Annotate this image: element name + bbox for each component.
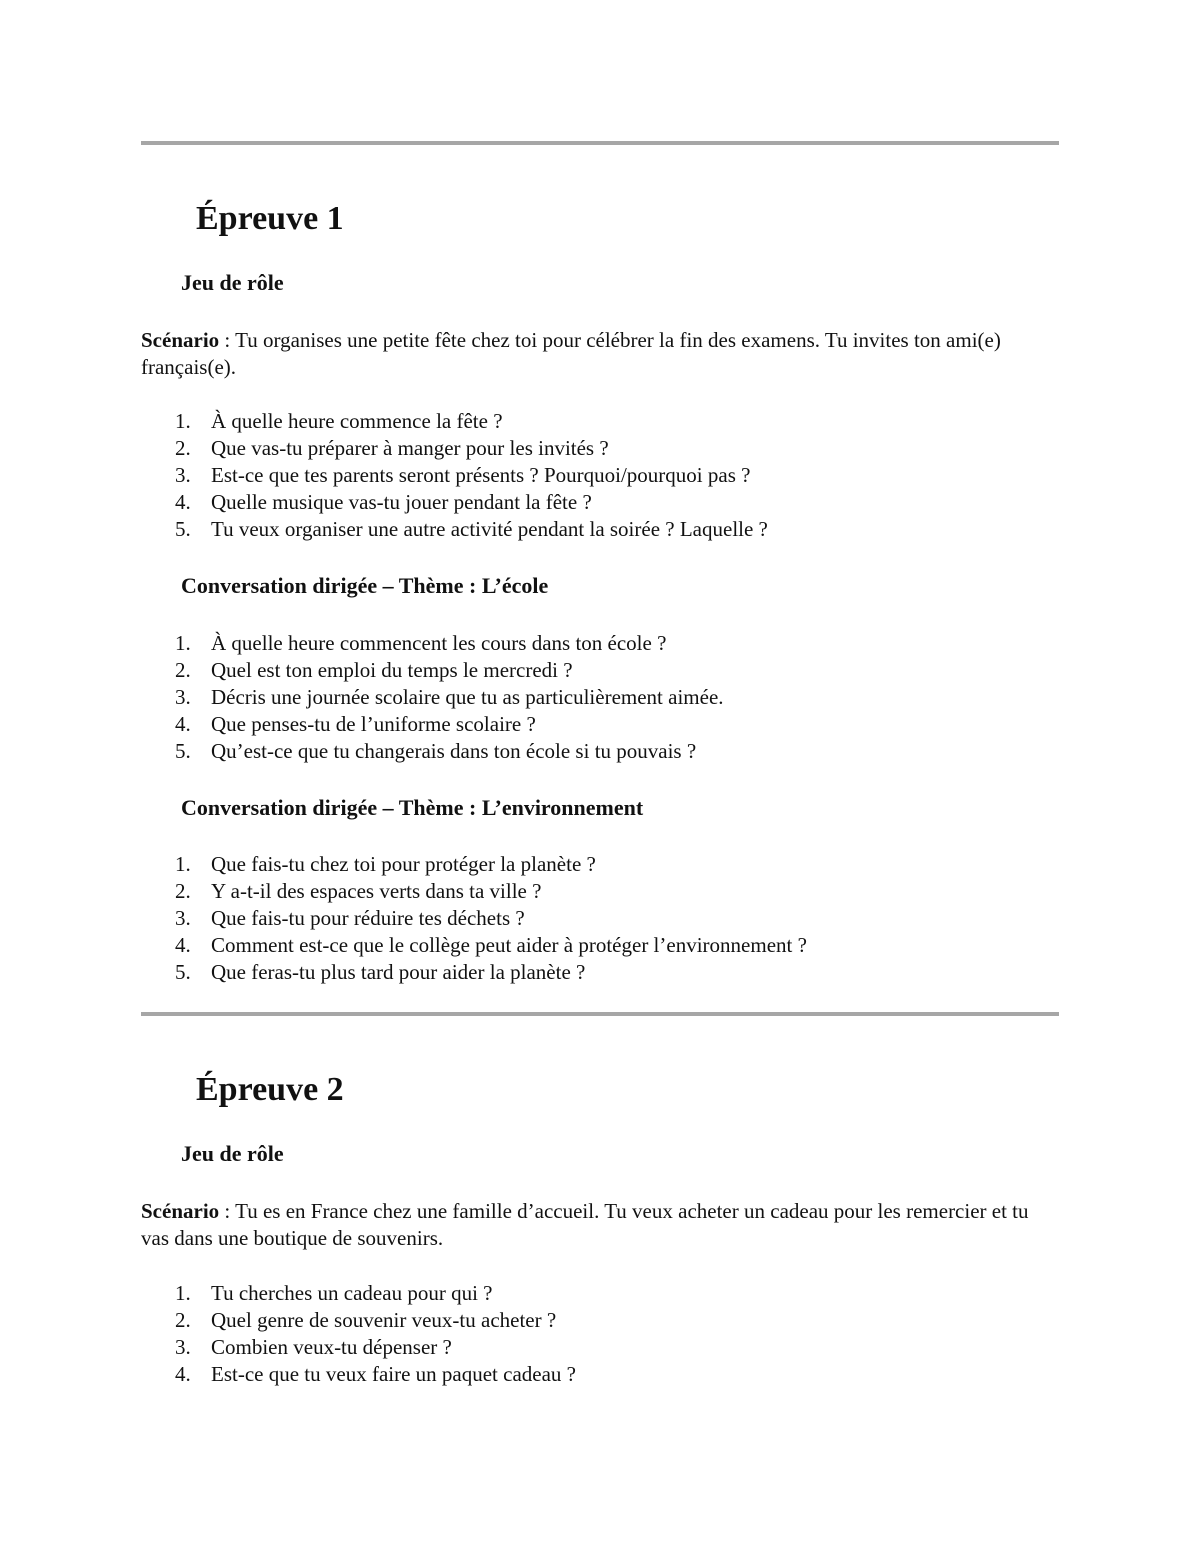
item-text: Que penses-tu de l’uniforme scolaire ?	[211, 712, 536, 736]
item-text: À quelle heure commencent les cours dans ton école ?	[211, 631, 667, 655]
item-number: 4.	[175, 1362, 191, 1386]
item-text: Qu’est-ce que tu changerais dans ton école si tu pouvais ?	[211, 739, 697, 763]
scenario-paragraph	[141, 1198, 1059, 1252]
list-item	[175, 1280, 576, 1307]
item-text: Quel est ton emploi du temps le mercredi ?	[211, 658, 573, 682]
scenario-paragraph	[141, 327, 1059, 381]
role-play-heading: Jeu de rôle	[181, 270, 284, 295]
list-item	[175, 462, 768, 489]
section-title: Épreuve 2	[196, 1071, 344, 1108]
list-item	[175, 657, 724, 684]
list-item	[175, 1334, 576, 1361]
item-number: 1.	[175, 631, 191, 655]
section-divider	[141, 141, 1059, 145]
list-item	[175, 738, 724, 765]
item-text: Est-ce que tu veux faire un paquet cadeau ?	[211, 1362, 576, 1386]
list-item	[175, 435, 768, 462]
item-text: Est-ce que tes parents seront présents ? Pourquoi/pourquoi pas ?	[211, 463, 751, 487]
section-title: Épreuve 1	[196, 200, 344, 237]
item-text: Que fais-tu chez toi pour protéger la planète ?	[211, 852, 596, 876]
list-item	[175, 878, 807, 905]
item-text: Tu cherches un cadeau pour qui ?	[211, 1281, 493, 1305]
section-divider	[141, 1012, 1059, 1016]
list-item	[175, 711, 724, 738]
list-item	[175, 684, 724, 711]
item-number: 4.	[175, 712, 191, 736]
item-number: 4.	[175, 933, 191, 957]
item-text: Décris une journée scolaire que tu as particulièrement aimée.	[211, 685, 724, 709]
list-item	[175, 1361, 576, 1388]
item-text: Que feras-tu plus tard pour aider la planète ?	[211, 960, 586, 984]
conversation-questions	[175, 630, 724, 765]
item-text: À quelle heure commence la fête ?	[211, 409, 503, 433]
list-item	[175, 408, 768, 435]
role-play-questions	[175, 408, 768, 543]
item-number: 5.	[175, 960, 191, 984]
list-item	[175, 932, 807, 959]
item-text: Quelle musique vas-tu jouer pendant la fête ?	[211, 490, 592, 514]
item-text: Que vas-tu préparer à manger pour les invités ?	[211, 436, 609, 460]
conversation-questions	[175, 851, 807, 986]
role-play-questions	[175, 1280, 576, 1388]
list-item	[175, 516, 768, 543]
item-number: 5.	[175, 517, 191, 541]
conversation-heading: Conversation dirigée – Thème : L’environnement	[181, 795, 644, 820]
list-item	[175, 489, 768, 516]
scenario-label: Scénario	[141, 328, 220, 352]
item-text: Tu veux organiser une autre activité pendant la soirée ? Laquelle ?	[211, 517, 768, 541]
item-number: 2.	[175, 436, 191, 460]
list-item	[175, 959, 807, 986]
item-text: Y a-t-il des espaces verts dans ta ville ?	[211, 879, 542, 903]
item-number: 4.	[175, 490, 191, 514]
item-number: 2.	[175, 1308, 191, 1332]
list-item	[175, 905, 807, 932]
item-text: Comment est-ce que le collège peut aider à protéger l’environnement ?	[211, 933, 807, 957]
scenario-text: : Tu es en France chez une famille d’accueil. Tu veux acheter un cadeau pour les remercier et tu vas dans une boutique de souvenirs.	[141, 1199, 1029, 1250]
item-number: 5.	[175, 739, 191, 763]
scenario-text: : Tu organises une petite fête chez toi pour célébrer la fin des examens. Tu invites ton ami(e) français(e).	[141, 328, 1001, 379]
conversation-heading: Conversation dirigée – Thème : L’école	[181, 573, 549, 598]
item-number: 1.	[175, 1281, 191, 1305]
item-number: 1.	[175, 409, 191, 433]
list-item	[175, 851, 807, 878]
item-number: 3.	[175, 463, 191, 487]
item-number: 3.	[175, 906, 191, 930]
item-text: Combien veux-tu dépenser ?	[211, 1335, 452, 1359]
item-number: 3.	[175, 685, 191, 709]
list-item	[175, 630, 724, 657]
item-text: Que fais-tu pour réduire tes déchets ?	[211, 906, 525, 930]
item-number: 2.	[175, 658, 191, 682]
item-number: 2.	[175, 879, 191, 903]
scenario-label: Scénario	[141, 1199, 220, 1223]
item-number: 3.	[175, 1335, 191, 1359]
item-number: 1.	[175, 852, 191, 876]
item-text: Quel genre de souvenir veux-tu acheter ?	[211, 1308, 557, 1332]
role-play-heading: Jeu de rôle	[181, 1141, 284, 1166]
list-item	[175, 1307, 576, 1334]
